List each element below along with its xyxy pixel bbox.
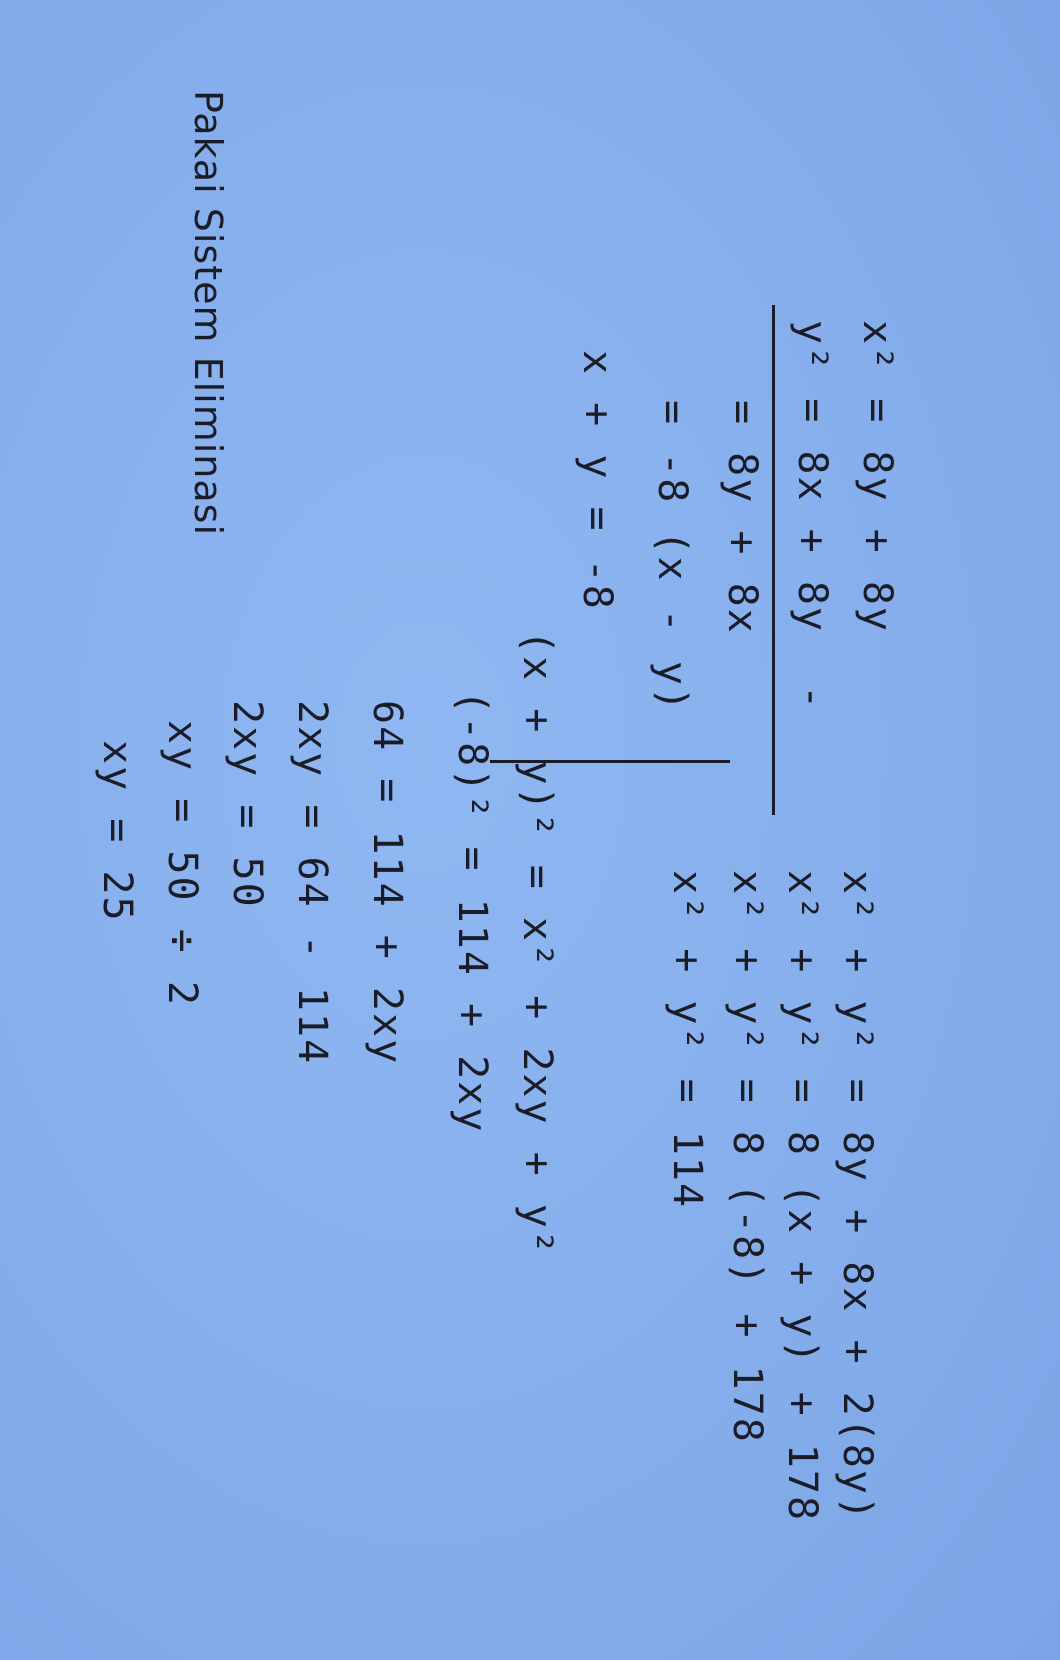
elimination-line-1: x² = 8y + 8y [854, 320, 900, 633]
product-result: xy = 25 [94, 740, 140, 923]
elimination-result: x + y = -8 [574, 350, 620, 611]
worksheet-title: Pakai Sistem Eliminasi [186, 90, 230, 537]
product-line-2: (-8)² = 114 + 2xy [449, 690, 495, 1134]
product-line-6: xy = 50 ÷ 2 [159, 720, 205, 1007]
sum-squares-line-2: x² + y² = 8 (x + y) + 178 [779, 870, 825, 1523]
sum-squares-result: x² + y² = 114 [664, 870, 710, 1210]
product-line-3: 64 = 114 + 2xy [364, 700, 410, 1066]
elimination-line-4: = -8 (x - y) [649, 400, 695, 713]
product-line-4: 2xy = 64 - 114 [289, 700, 335, 1066]
elimination-line-2: y² = 8x + 8y - [789, 320, 835, 712]
elimination-line-3: = 8y + 8x [719, 400, 765, 635]
product-line-1: (x + y)² = x² + 2xy + y² [514, 630, 560, 1256]
subtraction-rule [772, 305, 775, 815]
sum-squares-line-1: x² + y² = 8y + 8x + 2(8y) [834, 870, 880, 1523]
product-line-5: 2xy = 50 [224, 700, 270, 909]
sum-squares-line-3: x² + y² = 8 (-8) + 178 [724, 870, 770, 1444]
